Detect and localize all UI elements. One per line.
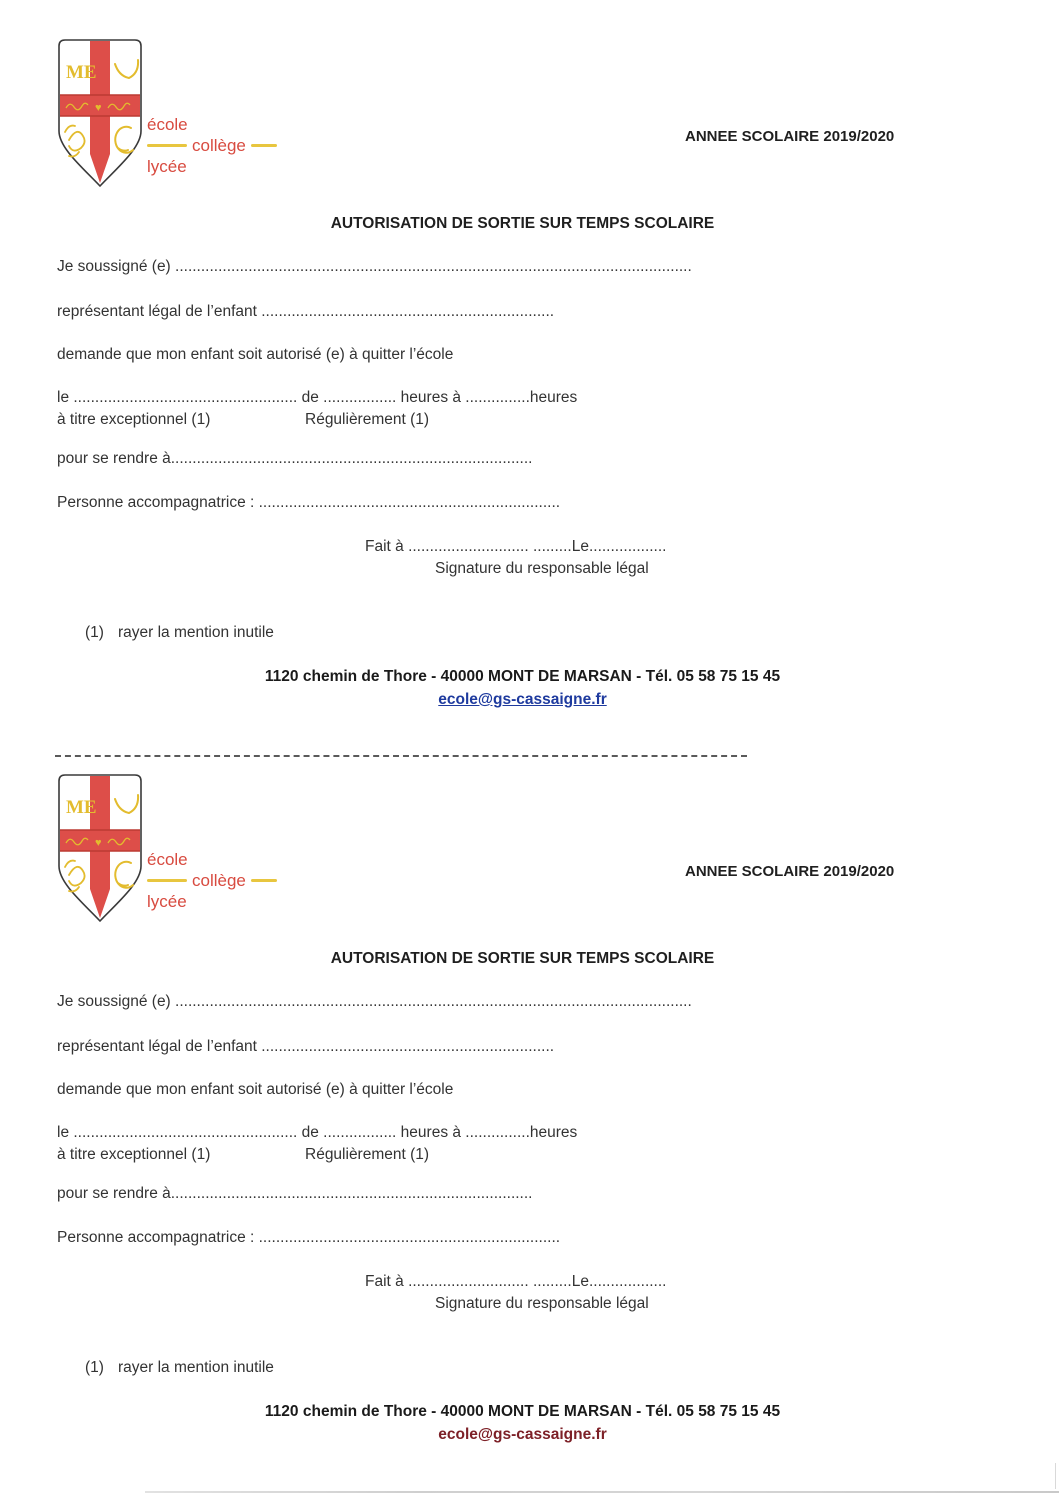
school-year-label: ANNEE SCOLAIRE 2019/2020	[685, 863, 895, 880]
form-title: AUTORISATION DE SORTIE SUR TEMPS SCOLAIRE	[330, 950, 715, 967]
field-pour-se-rendre: pour se rendre à....................................................................................	[57, 450, 533, 467]
logo-college-label: collège	[192, 136, 246, 155]
logo-school-types	[147, 849, 277, 912]
field-je-soussigne: Je soussigné (e) ........................................................................................................................	[57, 258, 692, 275]
crest-monogram: ME	[66, 797, 97, 818]
school-crest-icon	[55, 36, 145, 191]
field-representant-legal: représentant légal de l’enfant ....................................................................	[57, 303, 555, 320]
school-logo	[55, 771, 285, 931]
logo-college-label: collège	[192, 871, 246, 890]
footnote-text: rayer la mention inutile	[117, 1359, 274, 1376]
footnote	[85, 624, 274, 642]
footnote-number: (1)	[85, 624, 104, 641]
signature-label: Signature du responsable légal	[435, 1295, 649, 1312]
field-date-heures: le .................................................... de ................. heures à ...............heures	[57, 389, 578, 406]
option-titre-exceptionnel: à titre exceptionnel (1)	[57, 1146, 211, 1163]
footnote-text: rayer la mention inutile	[117, 624, 274, 641]
signature-label: Signature du responsable légal	[435, 560, 649, 577]
email-link[interactable]: ecole@gs-cassaigne.fr	[438, 691, 607, 708]
dash-line-left	[147, 144, 187, 147]
footnote-number: (1)	[85, 1359, 104, 1376]
email-row	[0, 691, 1045, 709]
field-je-soussigne: Je soussigné (e) ........................................................................................................................	[57, 993, 692, 1010]
field-fait-a-le: Fait à ............................ .........Le..................	[365, 1273, 667, 1290]
field-personne-accompagnatrice: Personne accompagnatrice : ......................................................................	[57, 1229, 561, 1246]
option-regulierement: Régulièrement (1)	[305, 411, 430, 428]
form-title: AUTORISATION DE SORTIE SUR TEMPS SCOLAIRE	[330, 215, 715, 232]
field-pour-se-rendre: pour se rendre à....................................................................................	[57, 1185, 533, 1202]
school-crest-icon	[55, 771, 145, 926]
crest-heart: ♥	[95, 102, 102, 114]
email-text: ecole@gs-cassaigne.fr	[438, 1426, 607, 1443]
logo-lycee-label: lycée	[147, 892, 187, 911]
logo-school-types	[147, 114, 277, 177]
school-address: 1120 chemin de Thore - 40000 MONT DE MARSAN - Tél. 05 58 75 15 45	[264, 668, 781, 685]
field-representant-legal: représentant légal de l’enfant ....................................................................	[57, 1038, 555, 1055]
authorization-form-copy-2	[0, 757, 1059, 1497]
field-date-heures: le .................................................... de ................. heures à ...............heures	[57, 1124, 578, 1141]
dash-line-right	[251, 879, 277, 882]
footnote	[85, 1359, 274, 1377]
dash-line-right	[251, 144, 277, 147]
school-year-label: ANNEE SCOLAIRE 2019/2020	[685, 128, 895, 145]
field-fait-a-le: Fait à ............................ .........Le..................	[365, 538, 667, 555]
option-regulierement: Régulièrement (1)	[305, 1146, 430, 1163]
school-logo	[55, 36, 285, 196]
school-address: 1120 chemin de Thore - 40000 MONT DE MARSAN - Tél. 05 58 75 15 45	[264, 1403, 781, 1420]
scan-artifact-bottom	[145, 1491, 1059, 1493]
option-titre-exceptionnel: à titre exceptionnel (1)	[57, 411, 211, 428]
text-demande: demande que mon enfant soit autorisé (e) à quitter l’école	[57, 346, 454, 363]
crest-heart: ♥	[95, 837, 102, 849]
crest-monogram: ME	[66, 62, 97, 83]
logo-ecole-label: école	[147, 115, 188, 134]
scan-artifact-right	[1055, 1463, 1056, 1489]
text-demande: demande que mon enfant soit autorisé (e) à quitter l’école	[57, 1081, 454, 1098]
field-personne-accompagnatrice: Personne accompagnatrice : ......................................................................	[57, 494, 561, 511]
logo-lycee-label: lycée	[147, 157, 187, 176]
email-row	[0, 1426, 1045, 1444]
dash-line-left	[147, 879, 187, 882]
logo-ecole-label: école	[147, 850, 188, 869]
